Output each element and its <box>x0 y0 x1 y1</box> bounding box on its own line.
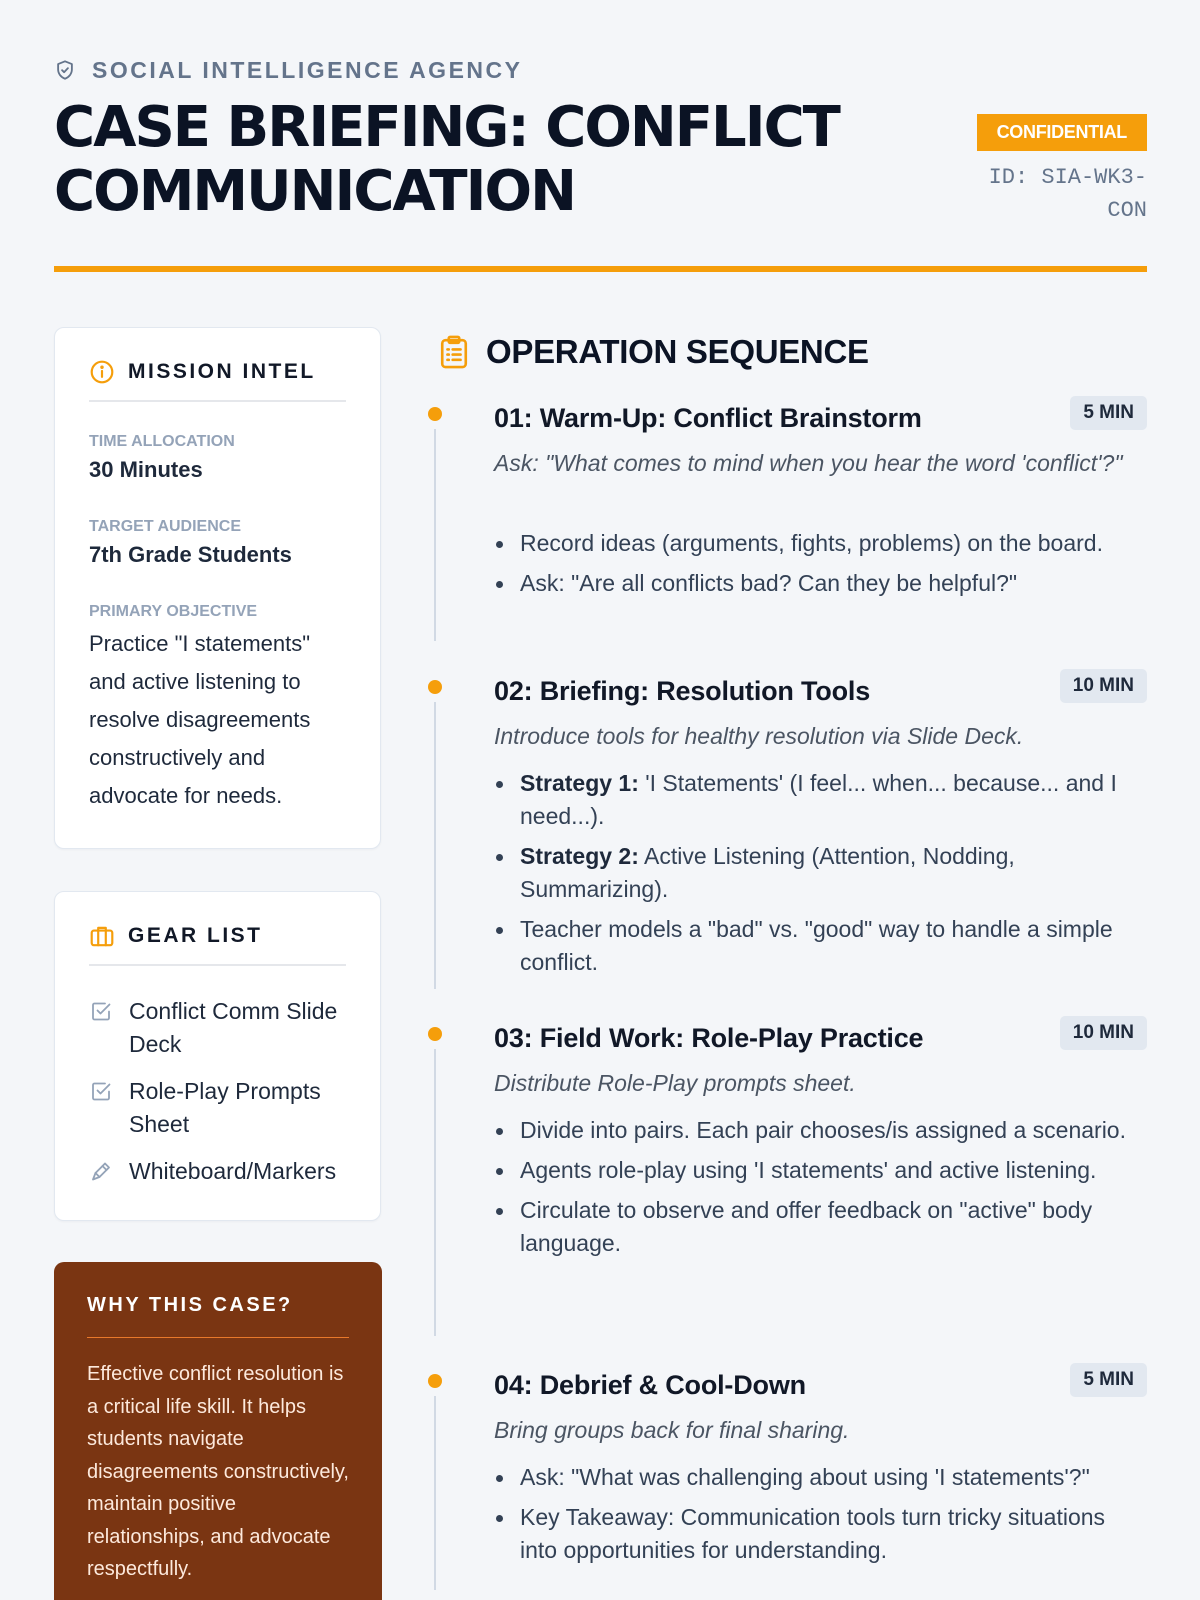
bullet-text: Circulate to observe and offer feedback on "active" body language. <box>520 1197 1093 1256</box>
shield-check-icon <box>54 59 76 81</box>
bullet-item <box>494 767 1147 833</box>
timeline-line <box>434 1396 436 1590</box>
step-title: 01: Warm-Up: Conflict Brainstorm <box>494 403 922 433</box>
confidential-badge: CONFIDENTIAL <box>977 114 1147 151</box>
timeline-dot <box>428 407 442 421</box>
bullet-text: Record ideas (arguments, fights, problems) on the board. <box>520 530 1103 556</box>
clipboard-icon <box>439 335 469 369</box>
step-intro: Distribute Role-Play prompts sheet. <box>494 1070 856 1096</box>
duration-badge: 10 MIN <box>1060 669 1147 703</box>
step-bullets <box>494 1114 1147 1267</box>
gear-item <box>89 1155 360 1188</box>
checkbox-icon <box>89 1079 113 1103</box>
bullet-text: Teacher models a "bad" vs. "good" way to handle a simple conflict. <box>520 916 1113 975</box>
gear-list-header <box>89 922 346 966</box>
bullet-item <box>494 1194 1147 1260</box>
bullet-text: 'I Statements' (I feel... when... because... and I need...). <box>520 770 1117 829</box>
marker-icon <box>89 1159 113 1183</box>
case-id: ID: SIA-WK3-CON <box>988 165 1147 223</box>
bullet-item <box>494 1114 1147 1147</box>
duration-badge: 10 MIN <box>1060 1016 1147 1050</box>
bullet-text: Divide into pairs. Each pair chooses/is assigned a scenario. <box>520 1117 1126 1143</box>
info-icon <box>89 359 115 385</box>
primary-objective-label: PRIMARY OBJECTIVE <box>89 603 258 620</box>
step-intro: Introduce tools for healthy resolution via Slide Deck. <box>494 723 1024 749</box>
mission-intel-card <box>54 327 381 849</box>
time-allocation-label: TIME ALLOCATION <box>89 433 235 450</box>
duration-badge: 5 MIN <box>1070 1363 1147 1397</box>
badge-area <box>947 114 1147 227</box>
step-title: 03: Field Work: Role-Play Practice <box>494 1023 924 1053</box>
bullet-item <box>494 913 1147 979</box>
bullet-item <box>494 1154 1147 1187</box>
bullet-item <box>494 527 1147 560</box>
primary-objective-value: Practice "I statements" and active listening to resolve disagreements constructively and advocate for needs. <box>89 631 311 808</box>
step-intro: Ask: "What comes to mind when you hear the word 'conflict'?" <box>494 450 1123 476</box>
bullet-text: Ask: "Are all conflicts bad? Can they be helpful?" <box>520 570 1018 596</box>
timeline-line <box>434 429 436 641</box>
timeline-dot <box>428 1374 442 1388</box>
primary-objective <box>89 602 350 815</box>
gear-list-title: GEAR LIST <box>128 924 263 947</box>
timeline-dot <box>428 680 442 694</box>
briefcase-icon <box>89 923 115 949</box>
step-bullets <box>494 767 1147 986</box>
step-title: 04: Debrief & Cool-Down <box>494 1370 806 1400</box>
operation-sequence-title: OPERATION SEQUENCE <box>486 333 869 370</box>
time-allocation-value: 30 Minutes <box>89 457 203 482</box>
bullet-strong: Strategy 2: <box>520 843 639 869</box>
gear-item <box>89 995 360 1061</box>
why-this-case-title: WHY THIS CASE? <box>87 1294 349 1338</box>
duration-badge: 5 MIN <box>1070 396 1147 430</box>
target-audience-label: TARGET AUDIENCE <box>89 518 241 535</box>
bullet-text: Ask: "What was challenging about using 'I statements'?" <box>520 1464 1090 1490</box>
header-divider <box>54 266 1147 272</box>
bullet-item <box>494 840 1147 906</box>
mission-intel-header <box>89 358 346 402</box>
timeline-dot <box>428 1027 442 1041</box>
bullet-text: Key Takeaway: Communication tools turn tricky situations into opportunities for understanding. <box>520 1504 1106 1563</box>
timeline-line <box>434 702 436 989</box>
why-this-case-card <box>54 1262 382 1600</box>
briefing-page <box>54 0 1147 1600</box>
bullet-strong: Strategy 1: <box>520 770 639 796</box>
bullet-item <box>494 1461 1147 1494</box>
bullet-text: Agents role-play using 'I statements' and active listening. <box>520 1157 1097 1183</box>
bullet-text: Active Listening (Attention, Nodding, Summarizing). <box>520 843 1015 902</box>
timeline-line <box>434 1049 436 1336</box>
gear-list-card <box>54 891 381 1221</box>
gear-item-label: Role-Play Prompts Sheet <box>129 1078 321 1137</box>
bullet-item <box>494 1501 1147 1567</box>
step-intro: Bring groups back for final sharing. <box>494 1417 850 1443</box>
target-audience-value: 7th Grade Students <box>89 542 292 567</box>
why-this-case-text: Effective conflict resolution is a critical life skill. It helps students navigate disagreements constructively, maintain positive relationships, and advocate respectfully. <box>87 1363 349 1580</box>
operation-sequence-header <box>439 332 869 372</box>
step-bullets <box>494 527 1147 607</box>
page-title: CASE BRIEFING: CONFLICT COMMUNICATION <box>54 95 839 224</box>
time-allocation <box>89 432 350 485</box>
agency-header <box>54 57 522 83</box>
agency-name: SOCIAL INTELLIGENCE AGENCY <box>92 56 523 83</box>
target-audience <box>89 517 350 570</box>
step-title: 02: Briefing: Resolution Tools <box>494 676 871 706</box>
gear-item <box>89 1075 360 1141</box>
checkbox-icon <box>89 999 113 1023</box>
gear-item-label: Conflict Comm Slide Deck <box>129 998 338 1057</box>
mission-intel-title: MISSION INTEL <box>128 360 316 383</box>
bullet-item <box>494 567 1147 600</box>
step-bullets <box>494 1461 1147 1574</box>
gear-item-label: Whiteboard/Markers <box>129 1158 337 1184</box>
